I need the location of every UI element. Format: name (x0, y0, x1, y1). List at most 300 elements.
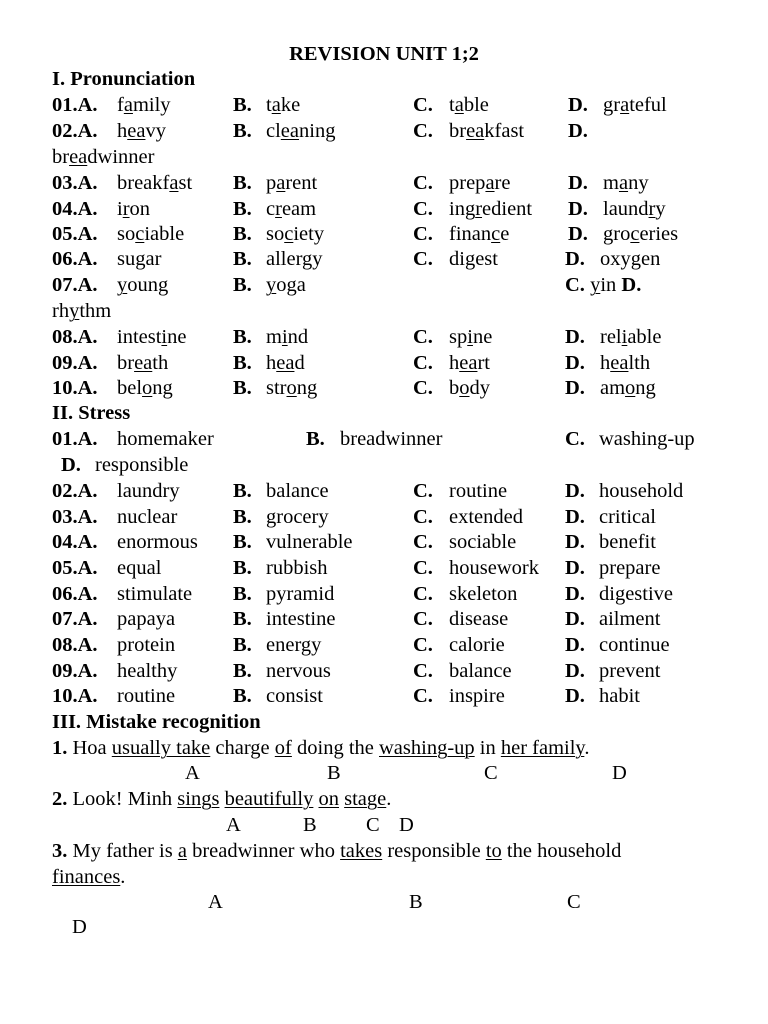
option-part: so (117, 223, 136, 245)
sentence-text: My father is (72, 840, 178, 862)
option-part: eam (281, 198, 317, 220)
option-d: benefit (599, 531, 656, 553)
question-number: 1. (52, 737, 68, 759)
option-b (266, 95, 300, 116)
underlined-sound: a (618, 172, 629, 194)
underlined-sound: ea (134, 352, 153, 374)
question-number (52, 199, 98, 220)
option-word (600, 248, 660, 270)
option-d: habit (599, 685, 640, 707)
option-b: pyramid (266, 583, 335, 605)
option-a: routine (117, 685, 176, 707)
option-part: rent (285, 172, 318, 194)
option-a (117, 199, 150, 220)
option-part: rel (600, 326, 622, 348)
option-letter: B. (233, 120, 252, 142)
answer-label: C (567, 891, 581, 913)
option-c: skeleton (449, 583, 518, 605)
option-a (117, 224, 184, 245)
option-a: homemaker (117, 428, 214, 450)
number: 09. (52, 660, 78, 682)
option-word (603, 94, 667, 116)
option-letter: B. (233, 608, 252, 630)
answer-label: A (208, 891, 223, 913)
number: 01. (52, 428, 78, 450)
option-word (449, 94, 489, 116)
number: 10. (52, 685, 78, 707)
option-part: oung (127, 274, 169, 296)
underlined-sound: a (271, 94, 281, 116)
option-part: thm (79, 300, 112, 322)
option-part: est (475, 248, 498, 270)
option-part: gro (603, 223, 631, 245)
option-word (52, 146, 154, 168)
option-part: br (117, 352, 135, 374)
number: 04. (52, 198, 78, 220)
underlined-sound: y (117, 274, 128, 296)
option-part: laund (603, 198, 649, 220)
option-part: ning (299, 120, 336, 142)
option-a: equal (117, 557, 162, 579)
answer-label: C (366, 814, 380, 836)
option-letter: B. (233, 506, 252, 528)
number: 03. (52, 172, 78, 194)
option-a (117, 378, 173, 399)
option-b (266, 121, 335, 142)
question-number (52, 507, 98, 528)
option-c (449, 224, 509, 245)
option-d: digestive (599, 583, 674, 605)
option-word (449, 352, 490, 374)
option-a (117, 327, 186, 348)
option-letter: B. (233, 326, 252, 348)
option-part: m (603, 172, 619, 194)
option-part: h (600, 352, 611, 374)
number: 10. (52, 377, 78, 399)
underlined-sound: y (266, 274, 277, 296)
option-letter: C. (413, 172, 433, 194)
option-d (603, 95, 667, 116)
option-b: grocery (266, 506, 329, 528)
option-part: vy (145, 120, 166, 142)
sentence-text: Hoa (72, 737, 112, 759)
option-d (603, 173, 649, 194)
option-part: iety (293, 223, 325, 245)
option-part: p (266, 172, 277, 194)
option-letter: B. (233, 352, 252, 374)
option-b: breadwinner (340, 428, 443, 450)
sentence-text: breadwinner who (186, 840, 341, 862)
number: 07. (52, 274, 78, 296)
option-part: re (494, 172, 511, 194)
question-number (52, 327, 98, 348)
option-letter: B. (233, 480, 252, 502)
underlined-phrase: washing-up (379, 737, 475, 759)
option-letter: B. (233, 94, 252, 116)
option-letter: A. (77, 506, 98, 528)
option-letter: A. (77, 660, 98, 682)
option-a: healthy (117, 660, 178, 682)
answer-label: B (327, 762, 341, 784)
section-heading-mistake-recognition: III. Mistake recognition (52, 711, 261, 733)
question-number (52, 121, 98, 142)
option-letter: A. (77, 531, 98, 553)
option-letter: D. (565, 583, 585, 605)
option-part: ng (296, 377, 318, 399)
underlined-sound: o (625, 377, 636, 399)
option-c (449, 95, 489, 116)
option-letter: B. (233, 377, 252, 399)
option-letter: A. (77, 120, 98, 142)
option-c: disease (449, 608, 509, 630)
option-d (603, 224, 678, 245)
option-letter: D. (568, 120, 588, 142)
question-number (52, 558, 98, 579)
number: 02. (52, 120, 78, 142)
option-d: continue (599, 634, 670, 656)
option-word (117, 274, 168, 296)
option-letter: D. (565, 660, 585, 682)
sentence-text: responsible (382, 840, 486, 862)
option-a: enormous (117, 531, 198, 553)
answer-label: B (303, 814, 317, 836)
option-part: ng (152, 377, 173, 399)
option-b (266, 327, 308, 348)
option-part: b (449, 377, 460, 399)
option-part: h (117, 120, 128, 142)
underlined-phrase: of (274, 737, 292, 759)
option-letter: A. (77, 326, 98, 348)
question-number (52, 224, 98, 245)
option-part: so (266, 223, 285, 245)
option-part: rt (477, 352, 490, 374)
answer-label: B (409, 891, 423, 913)
question-number: 3. (52, 840, 68, 862)
option-letter: B. (233, 634, 252, 656)
underlined-sound: ea (459, 352, 478, 374)
option-a (117, 173, 192, 194)
option-letter: D. (565, 506, 585, 528)
option-letter: D. (568, 223, 588, 245)
option-letter: A. (77, 94, 98, 116)
option-part: en (641, 248, 661, 270)
option-letter: D. (565, 480, 585, 502)
underlined-sound: g (464, 248, 476, 270)
option-word (600, 377, 656, 399)
question-number (52, 686, 98, 707)
question-number (52, 275, 98, 296)
sentence-text: in (474, 737, 501, 759)
option-part: ar (145, 248, 162, 270)
option-letter: A. (77, 685, 98, 707)
option-part: edient (482, 198, 533, 220)
option-word (449, 198, 532, 220)
option-c: balance (449, 660, 512, 682)
option-part: gr (603, 94, 621, 116)
question-number (52, 584, 98, 605)
sentence-text: charge (210, 737, 275, 759)
option-letter: B. (233, 583, 252, 605)
option-part: finan (449, 223, 492, 245)
number: 08. (52, 326, 78, 348)
option-part: able (627, 326, 662, 348)
option-c: extended (449, 506, 523, 528)
underlined-sound: c (284, 223, 294, 245)
option-b (266, 173, 317, 194)
option-part: d (294, 352, 305, 374)
option-part: ke (280, 94, 301, 116)
answer-label: D (399, 814, 414, 836)
underlined-sound: o (142, 377, 153, 399)
option-part: f (117, 94, 124, 116)
option-letter: D. (565, 685, 585, 707)
option-part: ne (167, 326, 187, 348)
answer-label: A (185, 762, 200, 784)
option-a: papaya (117, 608, 176, 630)
option-part: y (655, 198, 666, 220)
option-letter: C. (413, 506, 433, 528)
option-word (266, 120, 335, 142)
option-word (449, 120, 524, 142)
question-number (52, 249, 98, 270)
option-a (117, 121, 166, 142)
option-letter: C. (413, 557, 433, 579)
option-letter: C. (565, 428, 585, 450)
option-b (266, 378, 317, 399)
underlined-phrase: her family (500, 737, 585, 759)
option-letter: A. (77, 274, 98, 296)
option-letter: C. (565, 274, 585, 296)
number: 07. (52, 608, 78, 630)
question-number: 2. (52, 788, 68, 810)
question-number (52, 353, 98, 374)
answer-label: D (612, 762, 627, 784)
option-a: protein (117, 634, 176, 656)
option-letter: B. (233, 248, 252, 270)
underlined-sound: c (630, 223, 640, 245)
option-part: t (266, 94, 272, 116)
option-letter: C. (413, 223, 433, 245)
option-word (449, 248, 498, 270)
option-part: dwinner (87, 146, 155, 168)
underlined-sound: y (590, 274, 601, 296)
option-b (266, 275, 306, 296)
option-a: nuclear (117, 506, 178, 528)
option-part: intest (117, 326, 162, 348)
option-d (603, 199, 666, 220)
underlined-phrase: to (485, 840, 502, 862)
underlined-sound: a (169, 172, 179, 194)
option-word (117, 198, 150, 220)
option-d: household (599, 480, 684, 502)
mistake-sentence (52, 738, 589, 759)
option-letter: B. (233, 557, 252, 579)
option-letter: A. (77, 352, 98, 374)
option-letter: D. (568, 94, 588, 116)
option-letter: A. (77, 198, 98, 220)
option-part: h (449, 352, 460, 374)
option-letter: C. (413, 120, 433, 142)
option-letter: B. (233, 172, 252, 194)
mistake-sentence (52, 789, 391, 810)
option-letter: C. (413, 608, 433, 630)
option-part: aller (266, 248, 303, 270)
question-number (52, 95, 98, 116)
option-letter: A. (77, 377, 98, 399)
underlined-sound: a (620, 94, 630, 116)
option-part: am (600, 377, 626, 399)
option-letter: D. (568, 198, 588, 220)
underlined-sound: r (475, 198, 483, 220)
option-word (117, 352, 168, 374)
option-word (590, 274, 616, 296)
option-part: oxy (600, 248, 631, 270)
underlined-sound: o (459, 377, 470, 399)
option-word (449, 326, 492, 348)
question-number (52, 378, 98, 399)
underlined-phrase: on (318, 788, 339, 810)
option-word (52, 300, 111, 322)
option-letter: D. (565, 326, 585, 348)
option-letter: A. (77, 172, 98, 194)
option-d: responsible (95, 454, 189, 476)
option-word (266, 377, 317, 399)
option-d: prepare (599, 557, 661, 579)
option-letter: D. (565, 634, 585, 656)
option-word (449, 172, 510, 194)
option-word (117, 326, 186, 348)
option-part: th (152, 352, 169, 374)
option-letter: C. (413, 685, 433, 707)
option-c (449, 199, 532, 220)
underlined-phrase: a (177, 840, 187, 862)
option-word (117, 223, 184, 245)
option-part: m (266, 326, 282, 348)
underlined-sound: ea (466, 120, 485, 142)
option-part: c (266, 198, 276, 220)
option-part: ny (628, 172, 649, 194)
option-letter: B. (233, 223, 252, 245)
option-word (117, 94, 171, 116)
underlined-sound: i (281, 326, 288, 348)
option-c (449, 353, 490, 374)
section-heading-pronunciation: I. Pronunciation (52, 68, 196, 90)
option-part: kfast (484, 120, 525, 142)
sentence-text: . (120, 866, 126, 888)
option-letter: D. (565, 557, 585, 579)
sentence-text: the household (501, 840, 622, 862)
option-a (117, 249, 161, 270)
sentence-text: doing the (291, 737, 379, 759)
option-letter: C. (413, 248, 433, 270)
option-c: washing-up (599, 428, 695, 450)
question-number (52, 173, 98, 194)
option-part: in (600, 274, 617, 296)
number: 06. (52, 248, 78, 270)
option-c: housework (449, 557, 539, 579)
option-b: intestine (266, 608, 336, 630)
number: 01. (52, 94, 78, 116)
question-number (52, 609, 98, 630)
option-letter: B. (233, 685, 252, 707)
option-part: eries (639, 223, 679, 245)
option-part: e (500, 223, 510, 245)
option-word (266, 274, 306, 296)
option-letter: D. (565, 608, 585, 630)
option-word (449, 223, 509, 245)
option-letter: C. (413, 377, 433, 399)
option-part: st (178, 172, 193, 194)
option-letter: C. (413, 94, 433, 116)
option-c: calorie (449, 634, 505, 656)
underlined-sound: r (275, 198, 282, 220)
number: 05. (52, 223, 78, 245)
option-d (600, 353, 650, 374)
option-part: on (129, 198, 151, 220)
option-word (266, 248, 323, 270)
option-word (117, 120, 166, 142)
option-letter: C. (413, 326, 433, 348)
option-part: y (312, 248, 323, 270)
option-a (117, 275, 168, 296)
option-word (449, 377, 490, 399)
underlined-sound: ea (276, 352, 295, 374)
option-part: h (266, 352, 277, 374)
option-part: br (52, 146, 70, 168)
underlined-sound: ea (610, 352, 629, 374)
option-d: prevent (599, 660, 661, 682)
question-number (52, 532, 98, 553)
underlined-sound: ea (127, 120, 146, 142)
option-b (266, 353, 305, 374)
option-part: prep (449, 172, 486, 194)
number: 09. (52, 352, 78, 374)
underlined-phrase: stage (344, 788, 387, 810)
underlined-phrase: usually take (111, 737, 211, 759)
underlined-sound: r (122, 198, 130, 220)
sentence-text: . (386, 788, 392, 810)
option-d: critical (599, 506, 656, 528)
sentence-text: Look! Minh (72, 788, 178, 810)
option-b: consist (266, 685, 323, 707)
option-word (600, 326, 661, 348)
section-heading-stress: II. Stress (52, 402, 131, 424)
option-c: routine (449, 480, 508, 502)
option-a: stimulate (117, 583, 193, 605)
option-letter: B. (233, 274, 252, 296)
underlined-sound: o (286, 377, 297, 399)
question-number (52, 429, 98, 450)
option-b (266, 249, 323, 270)
option-part: nd (287, 326, 309, 348)
option-word (266, 198, 316, 220)
option-a (117, 353, 168, 374)
option-a: laundry (117, 480, 180, 502)
option-letter: B. (233, 531, 252, 553)
option-letter: A. (77, 223, 98, 245)
option-part: dy (469, 377, 490, 399)
option-word (117, 377, 173, 399)
option-b: balance (266, 480, 329, 502)
option-word (603, 172, 649, 194)
option-c (449, 173, 510, 194)
option-letter: C. (413, 480, 433, 502)
option-letter: A. (77, 428, 98, 450)
option-letter: D. (61, 454, 81, 476)
option-letter: D. (565, 352, 585, 374)
option-part: ing (449, 198, 476, 220)
option-c: sociable (449, 531, 517, 553)
